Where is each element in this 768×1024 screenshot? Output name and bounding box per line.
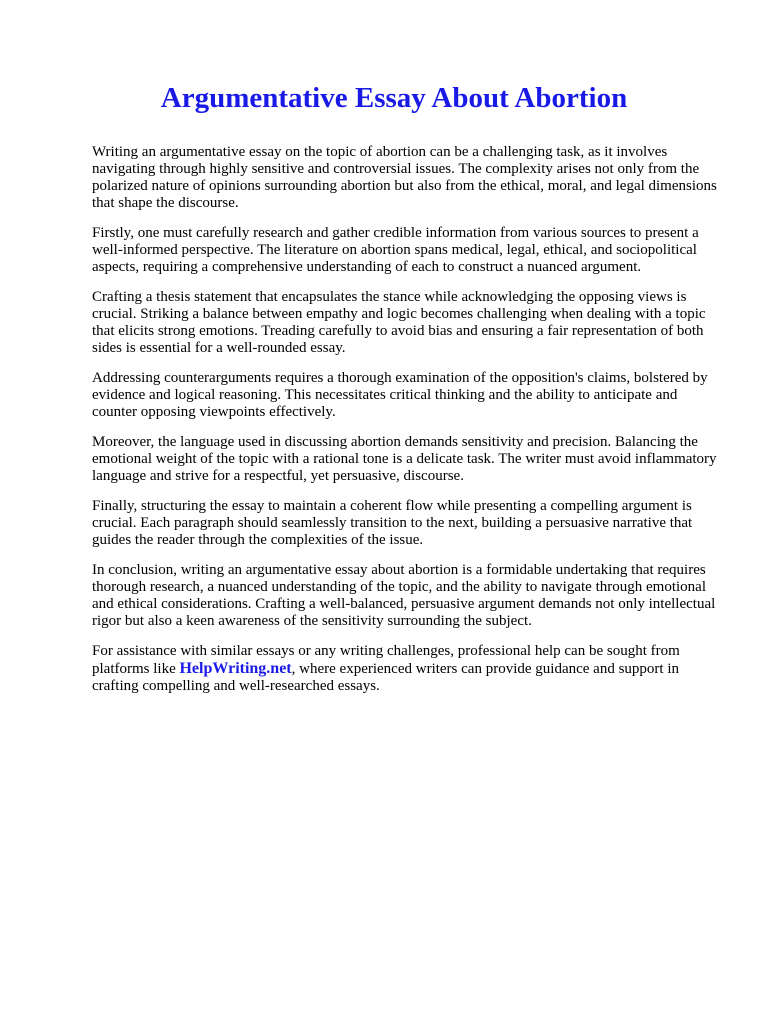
paragraph-counterarguments: Addressing counterarguments requires a thorough examination of the opposition's claims, bolstered by evidence and logical reasoning. This necessitates critical thinking and the ability to anticipate and counter opposing viewpoints effectively. — [92, 370, 708, 420]
paragraph-language: Moreover, the language used in discussing abortion demands sensitivity and precision. Balancing the emotional weight of the topic with a rational tone is a delicate task. The writer must avoid inflammatory language and strive for a respectful, yet persuasive, discourse. — [92, 434, 717, 484]
paragraph-intro: Writing an argumentative essay on the topic of abortion can be a challenging task, as it involves navigating through highly sensitive and controversial issues. The complexity arises not only from the polarized nature of opinions surrounding abortion but also from the ethical, moral, and legal dimensions that shape the discourse. — [92, 144, 717, 211]
document-body — [92, 144, 720, 695]
paragraph-research: Firstly, one must carefully research and gather credible information from various sources to present a well-informed perspective. The literature on abortion spans medical, legal, ethical, and sociopolitical aspects, requiring a comprehensive understanding of each to construct a nuanced argument. — [92, 225, 699, 275]
document-title: Argumentative Essay About Abortion — [160, 82, 628, 114]
paragraph-structure: Finally, structuring the essay to maintain a coherent flow while presenting a compelling argument is crucial. Each paragraph should seamlessly transition to the next, building a persuasive narrative that guides the reader through the complexities of the issue. — [92, 498, 693, 548]
helpwriting-link[interactable]: HelpWriting.net — [179, 660, 292, 677]
paragraph-assistance — [92, 643, 720, 695]
paragraph-conclusion: In conclusion, writing an argumentative essay about abortion is a formidable undertaking that requires thorough research, a nuanced understanding of the topic, and the ability to navigate through emotional and ethical considerations. Crafting a well-balanced, persuasive argument demands not only intellectual rigor but also a keen awareness of the sensitivity surrounding the subject. — [92, 562, 716, 629]
assistance-text-after: , where experienced writers can provide guidance and support in crafting compelling and well-researched essays. — [92, 661, 679, 694]
assistance-text-before: For assistance with similar essays or any writing challenges, professional help can be sought from platforms like — [92, 643, 680, 677]
paragraph-thesis: Crafting a thesis statement that encapsulates the stance while acknowledging the opposing views is crucial. Striking a balance between empathy and logic becomes challenging when dealing with a topic that elicits strong emotions. Treading carefully to avoid bias and ensuring a fair representation of both sides is essential for a well-rounded essay. — [92, 289, 706, 356]
